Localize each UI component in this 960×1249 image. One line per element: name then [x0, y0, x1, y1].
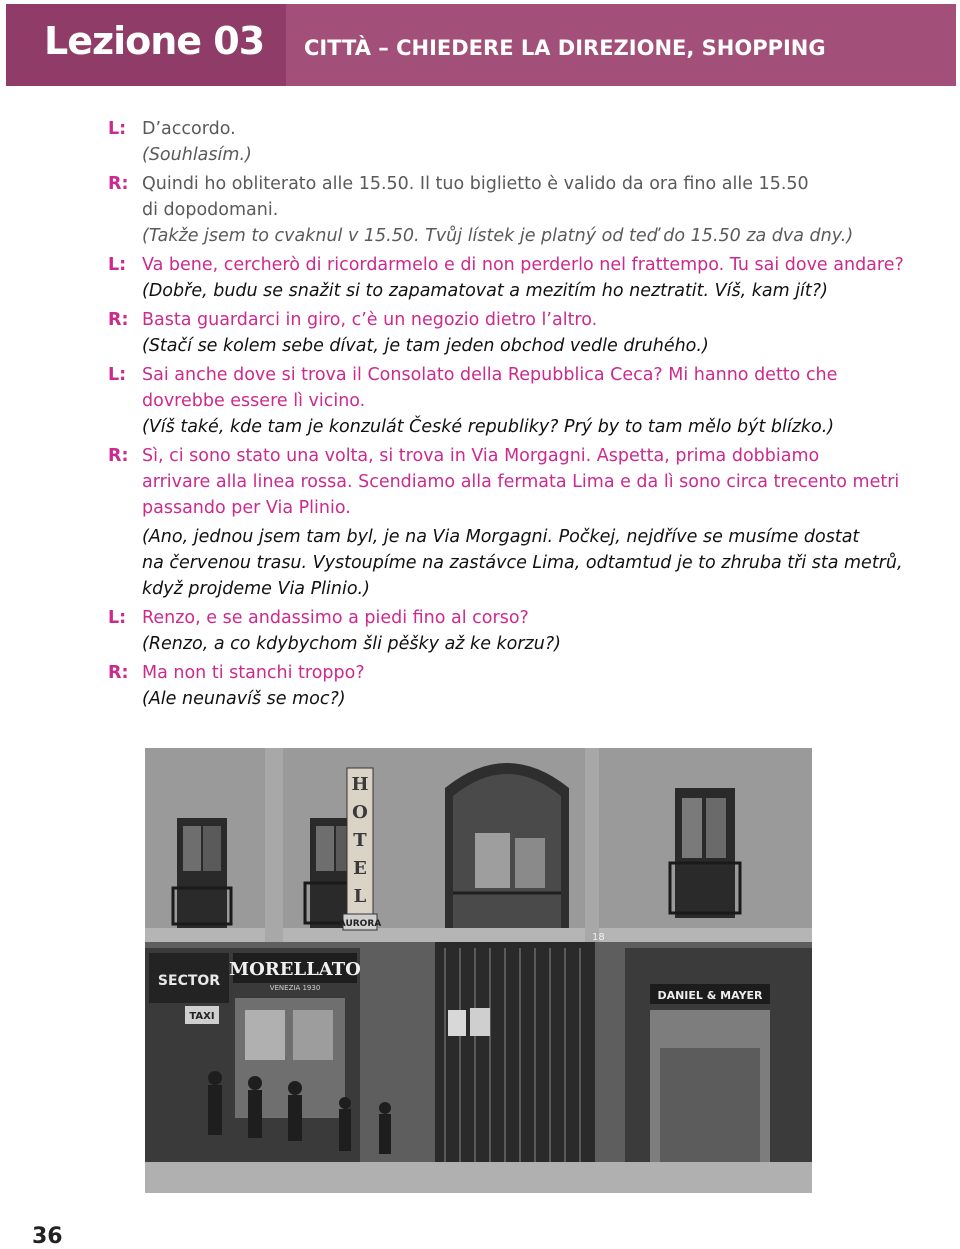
czech-translation: když projdeme Via Plinio.) — [142, 579, 370, 599]
italian-text: Sì, ci sono stato una volta, si trova in Via Morgagni. Aspetta, prima dobbiamo — [142, 446, 820, 466]
street-number: 18 — [592, 932, 605, 943]
dialogue-line — [108, 362, 868, 388]
czech-translation: (Víš také, kde tam je konzulát České republiky? Prý by to tam mělo být blízko.) — [142, 417, 835, 437]
topic-title: CITTÀ – CHIEDERE LA DIREZIONE, SHOPPING — [304, 36, 826, 60]
morellato-subtitle: VENEZIA 1930 — [269, 984, 321, 992]
italian-text: passando per Via Plinio. — [142, 498, 351, 518]
morellato-sign: MORELLATO — [229, 959, 361, 980]
czech-translation: (Takže jsem to cvaknul v 15.50. Tvůj lístek je platný od teď do 15.50 za dva dny.) — [142, 226, 854, 246]
lesson-title: Lezione 03 — [44, 19, 265, 63]
svg-text:O: O — [352, 802, 368, 823]
lesson-header — [6, 4, 956, 86]
czech-translation: (Renzo, a co kdybychom šli pěšky až ke korzu?) — [142, 634, 561, 654]
aurora-sign: AURORA — [338, 919, 382, 929]
italian-text: Renzo, e se andassimo a piedi fino al corso? — [142, 608, 529, 628]
dialogue-line — [108, 605, 868, 631]
dialogue-line — [108, 197, 868, 223]
dialogue — [108, 116, 904, 712]
italian-text: D’accordo. — [142, 119, 236, 139]
speaker-label: L: — [108, 608, 127, 628]
czech-translation: na červenou trasu. Vystoupíme na zastávce Lima, odtamtud je to zhruba tři sta metrů, — [142, 553, 903, 573]
italian-text: Ma non ti stanchi troppo? — [142, 663, 365, 683]
czech-translation: (Dobře, budu se snažit si to zapamatovat a mezitím ho neztratit. Víš, kam jít?) — [142, 281, 828, 301]
dialogue-line — [108, 576, 868, 602]
czech-translation: (Ale neunavíš se moc?) — [142, 689, 346, 709]
speaker-label: R: — [108, 446, 129, 466]
dialogue-line — [108, 686, 868, 712]
dialogue-line — [108, 252, 904, 278]
speaker-label: L: — [108, 365, 127, 385]
dialogue-line — [108, 469, 900, 495]
italian-text: arrivare alla linea rossa. Scendiamo alla fermata Lima e da lì sono circa trecento metri — [142, 472, 900, 492]
italian-text: di dopodomani. — [142, 200, 279, 220]
speaker-label: R: — [108, 663, 129, 683]
dialogue-line — [108, 443, 868, 469]
italian-text: Basta guardarci in giro, c’è un negozio dietro l’altro. — [142, 310, 598, 330]
street-photo — [145, 748, 812, 1193]
dialogue-line — [108, 550, 903, 576]
speaker-label: L: — [108, 119, 127, 139]
dialogue-line — [108, 333, 868, 359]
dialogue-line — [108, 171, 868, 197]
dialogue-line — [108, 307, 868, 333]
italian-text: Sai anche dove si trova il Consolato della Repubblica Ceca? Mi hanno detto che — [142, 365, 838, 385]
czech-translation: (Stačí se kolem sebe dívat, je tam jeden obchod vedle druhého.) — [142, 336, 709, 356]
dialogue-line — [108, 116, 868, 142]
italian-text: dovrebbe essere lì vicino. — [142, 391, 366, 411]
page-number: 36 — [32, 1224, 63, 1249]
building-facade-illustration — [145, 748, 812, 1193]
dialogue-line — [108, 388, 868, 414]
dialogue-line — [108, 524, 868, 550]
dialogue-line — [108, 223, 868, 249]
taxi-sign: TAXI — [189, 1011, 215, 1022]
speaker-label: R: — [108, 310, 129, 330]
speaker-label: R: — [108, 174, 129, 194]
dialogue-line — [108, 660, 868, 686]
hotel-sign-h: H — [351, 774, 369, 795]
dialogue-line — [108, 414, 868, 440]
italian-text: Quindi ho obliterato alle 15.50. Il tuo biglietto è valido da ora fino alle 15.50 — [142, 174, 809, 194]
czech-translation: (Ano, jednou jsem tam byl, je na Via Morgagni. Počkej, nejdříve se musíme dostat — [142, 527, 860, 547]
svg-text:L: L — [353, 886, 367, 907]
dialogue-line — [108, 278, 868, 304]
svg-text:E: E — [353, 858, 367, 879]
dialogue-line — [108, 631, 868, 657]
sector-sign: SECTOR — [157, 973, 221, 989]
dialogue-line — [108, 142, 868, 168]
dialogue-line — [108, 495, 868, 521]
lesson-badge — [6, 4, 286, 86]
speaker-label: L: — [108, 255, 127, 275]
daniel-mayer-sign: DANIEL & MAYER — [657, 989, 763, 1002]
czech-translation: (Souhlasím.) — [142, 145, 252, 165]
italian-text: Va bene, cercherò di ricordarmelo e di non perderlo nel frattempo. Tu sai dove andare? — [142, 255, 904, 275]
svg-text:T: T — [353, 830, 367, 851]
